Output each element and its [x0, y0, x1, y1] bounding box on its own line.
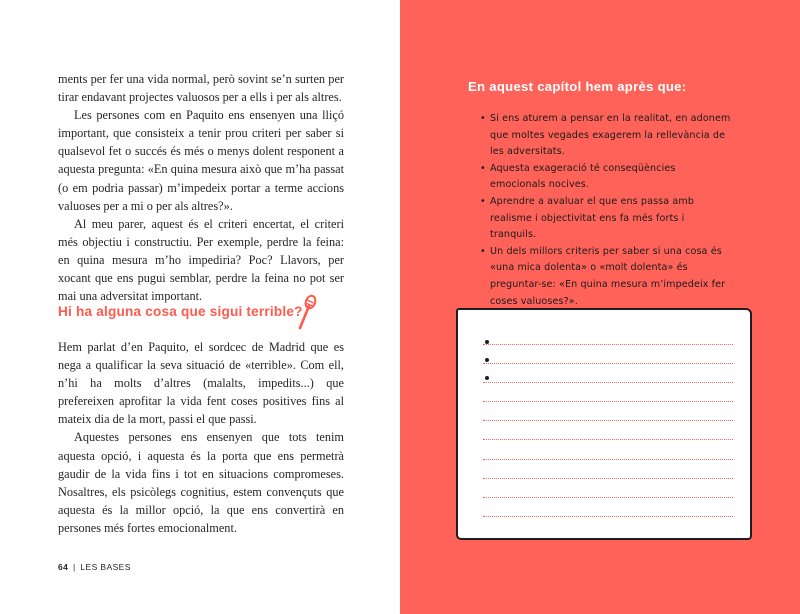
list-item: • Aprendre a avaluar el que ens passa amb realisme i objectivitat ens fa més forts i tranquils. [480, 194, 732, 244]
notes-box [456, 308, 752, 540]
list-item: • Un dels millors criteris per saber si una cosa és «una mica dolenta» o «molt dolenta» és preguntar-se: «En quina mesura m’impedeix fer coses valuoses?». [480, 244, 732, 310]
body-text-block-2 [58, 338, 344, 537]
paragraph: Al meu parer, aquest és el criteri encertat, el criteri més objectiu i constructiu. Per exemple, perdre la feina: en quina mesura m’ho impediria? Poc? Llavors, per xocant que ens pugui semblar, perdre la feina no pot ser mai una adversitat important. [58, 216, 344, 304]
note-line[interactable] [483, 516, 733, 517]
note-line[interactable] [483, 382, 733, 383]
paragraph: Les persones com en Paquito ens ensenyen una lliçó important, que consisteix a tenir prou criteri per saber si qualsevol fet o succés és més o menys dolent responent a aquesta pregunta: «En quina mesura això que m’ha passat (o em podria passar) m’impedeix portar a terme accions valuoses per a mi o per als altres?». [58, 108, 344, 213]
note-line[interactable] [483, 497, 733, 498]
note-bullet [485, 358, 489, 362]
footer-separator: | [73, 562, 76, 572]
paragraph: Aquestes persones ens ensenyen que tots tenim aquesta opció, i aquesta és la porta que ens permetrà gaudir de la vida fins i tot en situacions compromeses. Nosaltres, els psicòlegs cognitius, estem convençuts que aquesta és la millor opció, la que ens convertirà en persones més fortes emocionalment. [58, 430, 344, 535]
note-line[interactable] [483, 478, 733, 479]
note-line[interactable] [483, 420, 733, 421]
summary-heading: En aquest capítol hem après que: [468, 79, 687, 94]
note-line[interactable] [483, 363, 733, 364]
page-number: 64 [58, 562, 69, 572]
page-footer [58, 562, 131, 572]
section-heading: Hi ha alguna cosa que sigui terrible? [58, 304, 303, 319]
note-line[interactable] [483, 459, 733, 460]
list-item: • Aquesta exageració té conseqüències emocionals nocives. [480, 161, 732, 194]
right-page [400, 0, 800, 614]
note-line[interactable] [483, 401, 733, 402]
paragraph: ments per fer una vida normal, però sovint se’n surten per tirar endavant projectes valuosos per a ells i per als altres. [58, 72, 344, 105]
list-item: • Si ens aturem a pensar en la realitat, en adonem que moltes vegades exagerem la rellevància de les adversitats. [480, 111, 732, 161]
note-line[interactable] [483, 439, 733, 440]
running-section-title: LES BASES [80, 562, 131, 572]
note-bullet [485, 376, 489, 380]
summary-list [480, 111, 732, 310]
body-text-block-1 [58, 70, 344, 305]
paragraph: Hem parlat d’en Paquito, el sordcec de Madrid que es nega a qualificar la seva situació de «terrible». Com ell, n’hi ha molts d’altres (malalts, impedits...) que prefereixen aprofitar la vida fent coses positives fins al mateix dia de la mort, passi el que passi. [58, 340, 344, 427]
note-line[interactable] [483, 344, 733, 345]
matchstick-icon [294, 294, 318, 332]
